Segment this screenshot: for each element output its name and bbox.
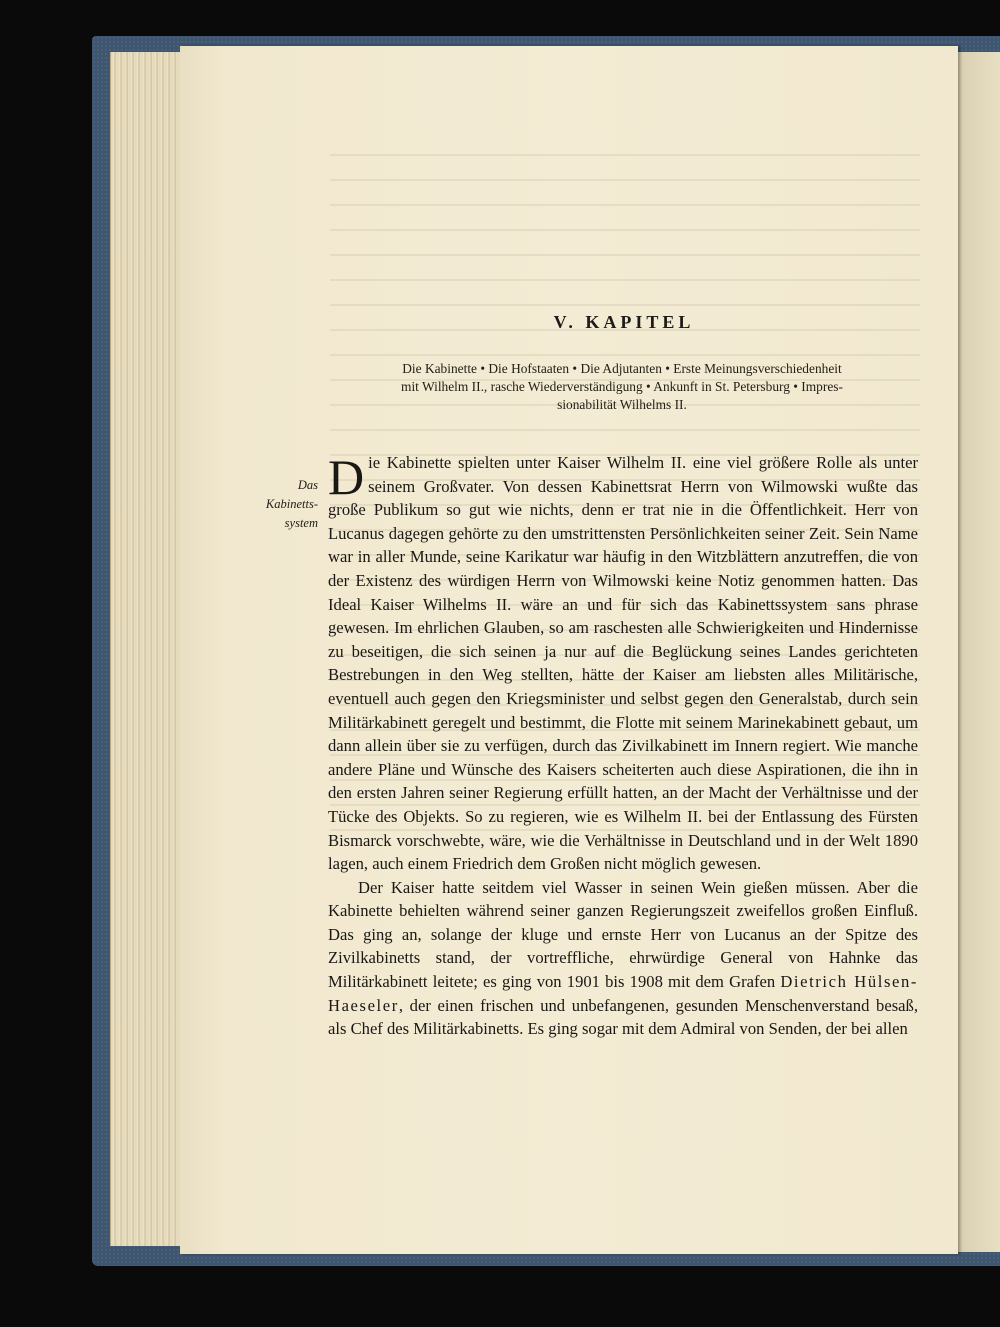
margin-note (232, 476, 318, 533)
drop-cap: D (328, 449, 365, 505)
summary-line: mit Wilhelm II., rasche Wiederverständigung • Ankunft in St. Petersburg • Impres- (401, 379, 843, 394)
paragraph-text: Der Kaiser hatte seitdem viel Wasser in seinen Wein gießen müssen. Aber die Kabinette behielten während seiner ganzen Regierungszeit zweifellos großen Einfluß. Das ging an, solange der kluge und ernste Herr von Lucanus an der Spitze des Zivilkabinetts stand, der vortreffliche, ehrwürdige General von Hahnke das Militärkabinett leitete; es ging von 1901 bis 1908 mit dem Grafen (328, 877, 918, 992)
chapter-title: V. KAPITEL (553, 312, 695, 332)
body-text (328, 451, 918, 1041)
paragraph (328, 876, 918, 1041)
chapter-summary (334, 360, 910, 414)
summary-line: Die Kabinette • Die Hofstaaten • Die Adjutanten • Erste Meinungsverschiedenheit (402, 361, 842, 376)
margin-note-line: Kabinetts- (265, 497, 318, 511)
spaced-name: Dietrich Hülsen-Haeseler (328, 972, 919, 1015)
paragraph-text: , der einen frischen und unbefangenen, gesunden Menschenverstand besaß, als Chef des Militärkabinetts. Es ging sogar mit dem Admiral von Senden, der bei allen (328, 995, 918, 1039)
margin-note-line: system (284, 516, 318, 530)
facing-page-edge (958, 52, 1000, 1252)
paragraph (328, 451, 918, 876)
margin-note-line: Das (297, 478, 318, 492)
summary-line: sionabilität Wilhelms II. (557, 397, 687, 412)
paragraph-text: ie Kabinette spielten unter Kaiser Wilhelm II. eine viel größere Rolle als unter seinem Großvater. Von dessen Kabinettsrat Herrn von Wilmowski wußte das große Publikum so gut wie nichts, denn er trat nie in die Öffentlichkeit. Herr von Lucanus dagegen gehörte zu den umstrittensten Persönlichkeiten seiner Zeit. Sein Name war in aller Munde, seine Karikatur war häufig in den Witzblättern anzutreffen, die von der Existenz des würdigen Herrn von Wilmowski keine Notiz genommen hatten. Das Ideal Kaiser Wilhelms II. wäre an und für sich das Kabinettssystem sans phrase gewesen. Im ehrlichen Glauben, so am raschesten alle Schwierigkeiten und Hindernisse zu beseitigen, die sich seinen ja nur auf die Beglückung seines Landes gerichteten Bestrebungen in den Weg stellten, hätte der Kaiser am liebsten alles Militärische, eventuell auch gegen den Kriegsminister und selbst gegen den Generalstab, durch sein Militärkabinett geregelt und bestimmt, die Flotte mit seinem Marinekabinett gebaut, um dann allein über sie zu verfügen, durch das Zivilkabinett im Innern regiert. Wie manche andere Pläne und Wünsche des Kaisers scheiterten auch diese Aspirationen, die ihn in den ersten Jahren seiner Regierung erfüllt hatten, an der Macht der Verhältnisse und der Tücke des Objekts. So zu regieren, wie es Wilhelm II. bei der Entlassung des Fürsten Bismarck vorschwebte, wäre, wie die Verhältnisse in Deutschland und in der Welt 1890 lagen, auch einem Friedrich dem Großen nicht möglich gewesen. (328, 453, 918, 874)
